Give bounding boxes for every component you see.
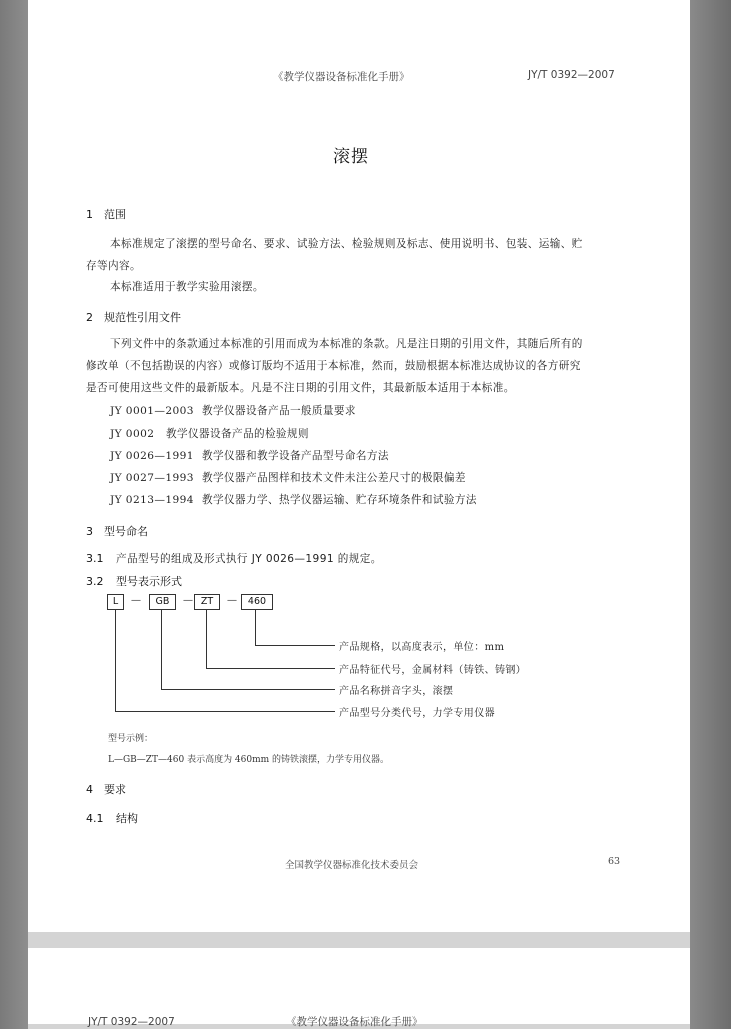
reference-item	[110, 492, 477, 507]
paragraph-line: 存等内容。	[86, 260, 141, 272]
reference-name: 教学仪器产品图样和技术文件未注公差尺寸的极限偏差	[202, 472, 466, 484]
subsection-3-2	[86, 573, 182, 589]
section-3-heading	[86, 523, 148, 539]
paragraph-line: 下列文件中的条款通过本标准的引用而成为本标准的条款。凡是注日期的引用文件，其随后所有的	[110, 338, 583, 350]
reference-item	[110, 448, 389, 463]
paragraph-line: 本标准适用于教学实验用滚摆。	[110, 281, 264, 293]
paragraph-line: 本标准规定了滚摆的型号命名、要求、试验方法、检验规则及标志、使用说明书、包装、运输、贮	[110, 238, 583, 250]
diagram-label-name: 产品名称拼音字头，滚摆	[339, 686, 454, 697]
subsection-number: 3.1	[86, 552, 104, 565]
reference-item	[110, 426, 309, 441]
section-1-heading	[86, 206, 126, 222]
reference-name: 教学仪器力学、热学仪器运输、贮存环境条件和试验方法	[202, 494, 477, 506]
section-title: 要求	[104, 783, 126, 796]
document-page	[28, 0, 690, 932]
connector-line	[161, 610, 162, 690]
connector-line	[255, 645, 335, 646]
diagram-separator: —	[131, 595, 141, 606]
section-title: 规范性引用文件	[104, 311, 181, 324]
diagram-label-category: 产品型号分类代号，力学专用仪器	[339, 708, 495, 719]
section-4-heading	[86, 781, 126, 797]
footer-committee: 全国教学仪器标准化技术委员会	[285, 860, 419, 871]
header-handbook-title: 《教学仪器设备标准化手册》	[273, 71, 410, 83]
reference-code: JY 0027—1993	[110, 472, 194, 484]
header-standard-code: JY/T 0392—2007	[528, 69, 615, 81]
connector-line	[115, 610, 116, 712]
reference-code: JY 0002	[110, 428, 155, 440]
section-number: 1	[86, 208, 93, 221]
reference-name: 教学仪器和教学设备产品型号命名方法	[202, 450, 389, 462]
reference-item	[110, 403, 356, 418]
diagram-box-category: L	[107, 594, 124, 610]
reference-name: 教学仪器设备产品的检验规则	[166, 428, 309, 440]
connector-line	[206, 668, 335, 669]
example-text: L—GB—ZT—460 表示高度为 460mm 的铸铁滚摆，力学专用仪器。	[108, 755, 390, 765]
next-document-page	[28, 948, 690, 1028]
diagram-separator: —	[227, 595, 237, 606]
paragraph-line: 是否可使用这些文件的最新版本。凡是不注日期的引用文件，其最新版本适用于本标准。	[86, 382, 515, 394]
section-number: 2	[86, 311, 93, 324]
section-title: 型号命名	[104, 525, 148, 538]
connector-line	[115, 711, 335, 712]
page-title: 滚摆	[333, 147, 369, 167]
subsection-4-1	[86, 810, 138, 826]
subsection-title: 结构	[116, 812, 138, 825]
reference-code: JY 0001—2003	[110, 405, 194, 417]
subsection-text: 产品型号的组成及形式执行 JY 0026—1991 的规定。	[116, 553, 382, 565]
section-2-heading	[86, 309, 181, 325]
reference-code: JY 0213—1994	[110, 494, 194, 506]
diagram-label-spec: 产品规格，以高度表示，单位：mm	[339, 642, 505, 653]
subsection-number: 3.2	[86, 575, 104, 588]
connector-line	[255, 610, 256, 646]
diagram-box-spec: 460	[241, 594, 273, 610]
page-number: 63	[608, 856, 621, 867]
reference-code: JY 0026—1991	[110, 450, 194, 462]
next-page-header-title: 《教学仪器设备标准化手册》	[286, 1016, 423, 1028]
diagram-label-feature: 产品特征代号，金属材料（铸铁、铸钢）	[339, 665, 527, 676]
example-label: 型号示例：	[108, 734, 154, 744]
diagram-box-feature: ZT	[194, 594, 220, 610]
reference-item	[110, 470, 466, 485]
paragraph-line: 修改单（不包括勘误的内容）或修订版均不适用于本标准，然而，鼓励根据本标准达成协议的各方研究	[86, 360, 581, 372]
connector-line	[161, 689, 335, 690]
subsection-number: 4.1	[86, 812, 104, 825]
subsection-title: 型号表示形式	[116, 575, 182, 588]
diagram-box-name: GB	[149, 594, 176, 610]
reference-name: 教学仪器设备产品一般质量要求	[202, 405, 356, 417]
subsection-3-1	[86, 551, 382, 566]
connector-line	[206, 610, 207, 669]
section-title: 范围	[104, 208, 126, 221]
diagram-separator: —	[183, 595, 193, 606]
section-number: 3	[86, 525, 93, 538]
next-page-header-code: JY/T 0392—2007	[88, 1016, 175, 1028]
section-number: 4	[86, 783, 93, 796]
